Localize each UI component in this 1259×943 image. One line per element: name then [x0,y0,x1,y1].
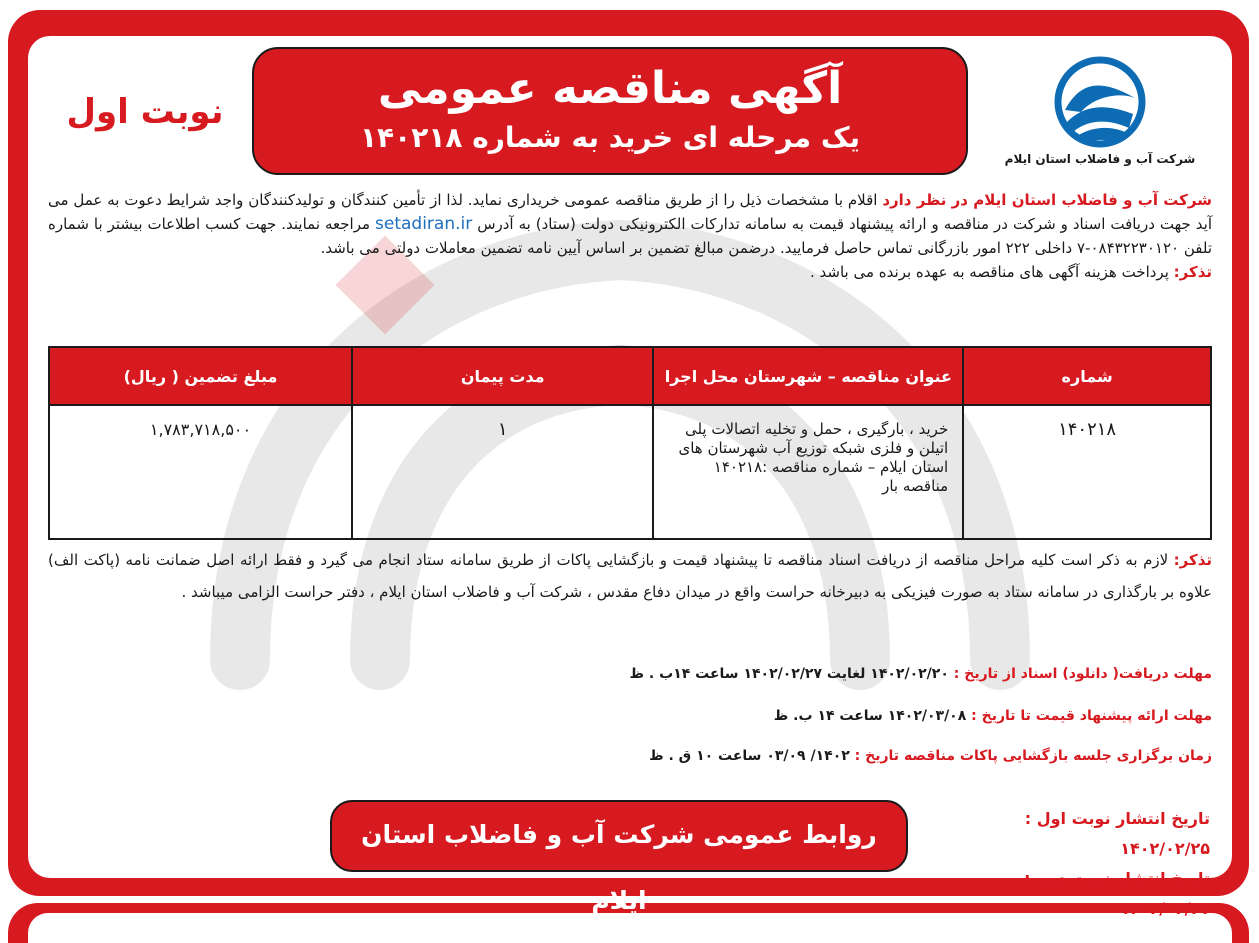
note-text: پرداخت هزینه آگهی های مناقصه به عهده برنده می باشد . [810,263,1174,281]
company-logo [996,52,1204,172]
intro-text-part1: اقلام با مشخصات ذیل را از طریق مناقصه عمومی خریداری نماید. لذا از تأمین کنندگان و تولیدکنندگان واجد شرایط دعوت به عمل می آید جهت دریافت اسناد و شرکت در مناقصه و ارائه پیشنهاد قیمت به سامانه تدارکات الکترونیکی دولت (ستاد) به آدرس [48,191,1212,233]
header-duration: مدت پیمان [352,347,653,405]
deadline-opening-value: ۱۴۰۲/ ۰۳/۰۹ ساعت ۱۰ ق . ظ [649,748,855,764]
header-number: شماره [963,347,1211,405]
deadline-submit-value: ۱۴۰۲/۰۳/۰۸ ساعت ۱۴ ب. ظ [773,708,972,724]
intro-text-part2: مراجعه نمایند. جهت کسب اطلاعات بیشتر با شماره تلفن ۰۸۴۳۲۲۳۰۱۲۰-۷ داخلی ۲۲۲ امور بازرگانی تماس حاصل فرمایید. درضمن مبالغ تضمین بر اساس آیین نامه تضمین معاملات دولتی می باشد. [48,215,1212,257]
setadiran-link[interactable]: setadiran.ir [375,214,473,234]
deadline-submit [48,708,1212,724]
intro-paragraph [48,188,1212,284]
second-note-text: لازم به ذکر است کلیه مراحل مناقصه از دریافت اسناد مناقصه تا پیشنهاد قیمت و بازگشایی پاکات از طریق سامانه ستاد انجام می گیرد و فقط ارائه اصل ضمانت نامه (پاکت الف) علاوه بر بارگذاری در سامانه ستاد به صورت فیزیکی به دبیرخانه حراست واقع در میدان دفاع مقدس ، شرکت آب و فاضلاب استان ایلام ، دفتر حراست الزامی میباشد . [48,551,1212,601]
table-header-row [49,347,1211,405]
tender-table [48,346,1212,540]
deadline-download-label: مهلت دریافت( دانلود) اسناد از تاریخ : [953,666,1212,682]
title-banner [252,47,968,175]
cell-duration: ۱ [352,405,653,539]
second-publication [930,864,1210,924]
intro-lead: شرکت آب و فاضلاب استان ایلام در نظر دارد [882,191,1212,209]
note-label: تذکر: [1173,263,1212,281]
publication-round-label: نوبت اول [66,92,224,132]
deadline-opening [48,748,1212,764]
deadline-submit-label: مهلت ارائه پیشنهاد قیمت تا تاریخ : [971,708,1212,724]
tender-subtitle: یک مرحله ای خرید به شماره ۱۴۰۲۱۸ [359,121,861,154]
deadline-download-value: ۱۴۰۲/۰۲/۲۰ لغایت ۱۴۰۲/۰۲/۲۷ ساعت ۱۴ب . ظ [629,666,954,682]
first-publication-date: ۱۴۰۲/۰۲/۲۵ [1120,839,1210,858]
page-title: آگهی مناقصه عمومی [377,63,843,114]
deadline-download [48,666,1212,682]
deadline-opening-label: زمان برگزاری جلسه بازگشایی پاکات مناقصه تاریخ : [854,748,1212,764]
header-guarantee: مبلغ تضمین ( ریال) [49,347,352,405]
public-relations-banner: روابط عمومی شرکت آب و فاضلاب استان ایلام [330,800,908,872]
second-publication-date: ۱۴۰۲/۰۲/۲۷ [1120,899,1210,918]
second-note [48,544,1212,608]
cell-number: ۱۴۰۲۱۸ [963,405,1211,539]
first-publication-label: تاریخ انتشار نوبت اول : [1024,809,1210,828]
second-note-label: تذکر: [1173,551,1212,569]
header-title: عنوان مناقصه – شهرستان محل اجرا [653,347,963,405]
publication-dates [930,804,1210,924]
company-name: شرکت آب و فاضلاب استان ایلام [1004,152,1196,166]
second-publication-label: تاریخ انتشار نوبت دوم : [1024,869,1210,888]
cell-guarantee: ۱,۷۸۳,۷۱۸,۵۰۰ [49,405,352,539]
first-publication [930,804,1210,864]
water-wave-logo-icon [1045,52,1155,148]
cell-title: خرید ، بارگیری ، حمل و تخلیه اتصالات پلی اتیلن و فلزی شبکه توزیع آب شهرستان های استان ایلام – شماره مناقصه :۱۴۰۲۱۸ مناقصه بار [653,405,963,539]
table-row [49,405,1211,539]
